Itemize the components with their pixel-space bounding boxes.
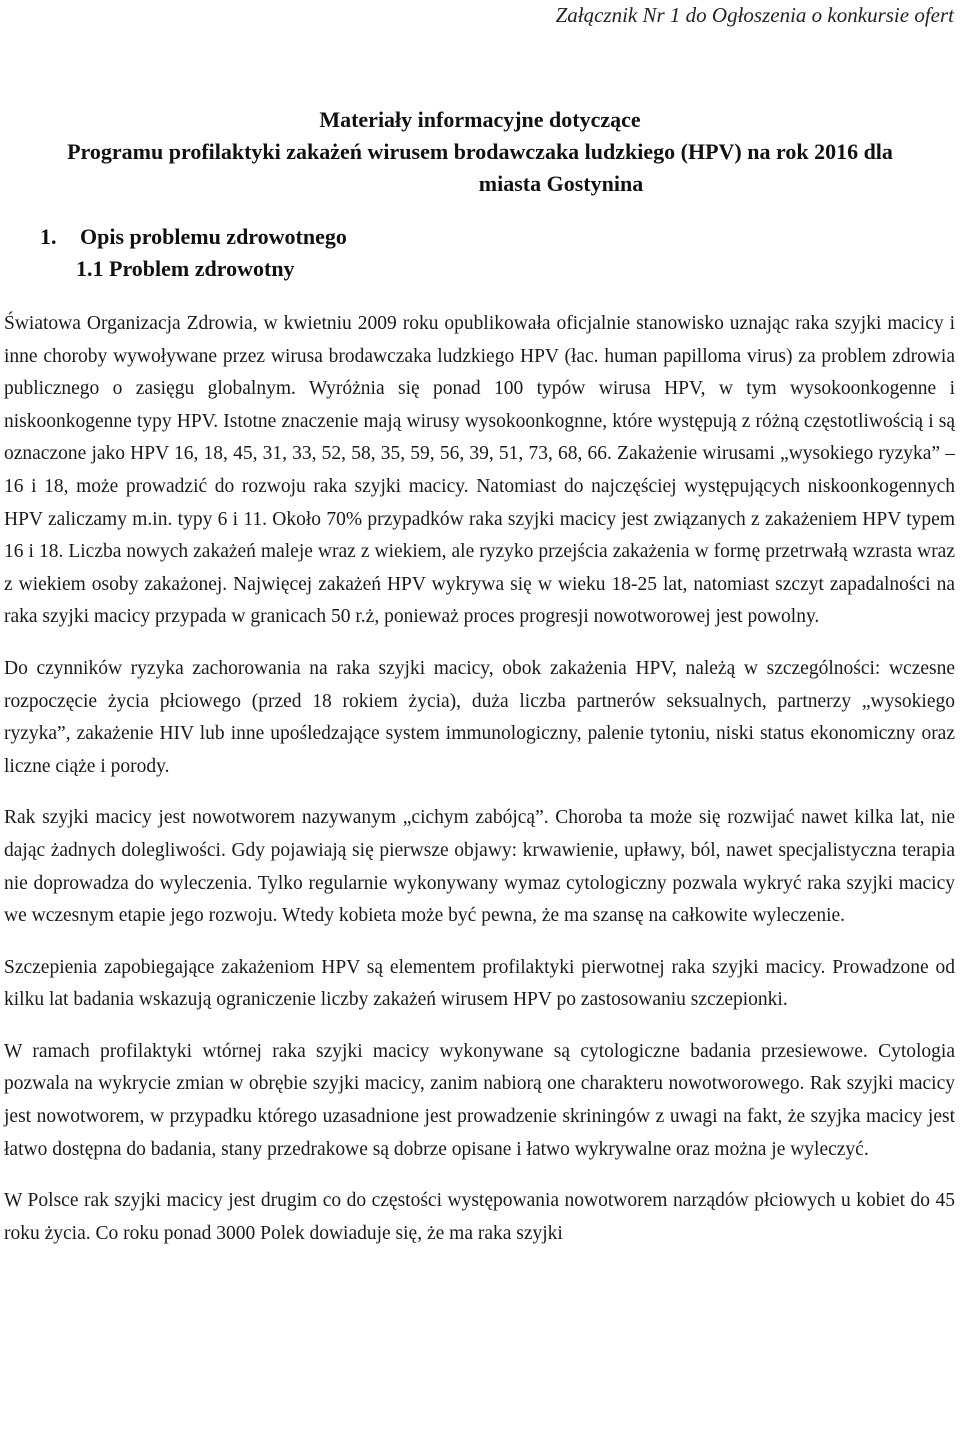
paragraph-secondary-prevention: W ramach profilaktyki wtórnej raka szyjki macicy wykonywane są cytologiczne badania przesiewowe. Cytologia pozwala na wykrycie zmian w obrębie szyjki macicy, zanim nabiorą one charakteru nowotworowego. Rak szyjki macicy jest nowotworem, w przypadku którego uzasadnione jest prowadzenie skriningów z uwagi na fakt, że szyjka macicy jest łatwo dostępna do badania, stany przedrakowe są dobrze opisane i łatwo wykrywalne oraz można je wyleczyć. [4, 1040, 955, 1160]
annex-header: Załącznik Nr 1 do Ogłoszenia o konkursie ofert [555, 3, 954, 27]
section-number: 1. [40, 224, 57, 249]
paragraph-who-statement: Światowa Organizacja Zdrowia, w kwietniu 2009 roku opublikowała oficjalnie stanowisko uznając raka szyjki macicy i inne choroby wywoływane przez wirusa brodawczaka ludzkiego HPV (łac. human papilloma virus) za problem zdrowia publicznego o zasięgu globalnym. Wyróżnia się ponad 100 typów wirusa HPV, w tym wysokoonkogenne i niskoonkogenne typy HPV. Istotne znaczenie mają wirusy wysokoonkognne, które występują z różną częstotliwością i są oznaczone jako HPV 16, 18, 45, 31, 33, 52, 58, 35, 59, 56, 39, 51, 73, 68, 66. Zakażenie wirusami „wysokiego ryzyka” – 16 i 18, może prowadzić do rozwoju raka szyjki macicy. Natomiast do najczęściej występujących niskoonkogennych HPV zaliczamy m.in. typy 6 i 11. Około 70% przypadków raka szyjki macicy jest związanych z zakażeniem HPV typem 16 i 18. Liczba nowych zakażeń maleje wraz z wiekiem, ale ryzyko przejścia zakażenia w formę przetrwałą wzrasta wraz z wiekiem osoby zakażonej. Najwięcej zakażeń HPV wykrywa się w wieku 18-25 lat, natomiast szczyt zapadalności na raka szyjki macicy przypada w granicach 50 r.ż, ponieważ proces progresji nowotworowej jest powolny. [4, 313, 955, 628]
section-heading [40, 222, 347, 252]
section-title: Opis problemu zdrowotnego [80, 224, 347, 249]
title-line-2: Programu profilaktyki zakażeń wirusem brodawczaka ludzkiego (HPV) na rok 2016 dla [67, 139, 893, 164]
paragraph-vaccination: Szczepienia zapobiegające zakażeniom HPV są elementem profilaktyki pierwotnej raka szyjki macicy. Prowadzone od kilku lat badania wskazują ograniczenie liczby zakażeń wirusem HPV po zastosowaniu szczepionki. [4, 956, 955, 1011]
document-title [0, 104, 960, 200]
title-line-3: miasta Gostynina [478, 171, 644, 196]
paragraph-risk-factors: Do czynników ryzyka zachorowania na raka szyjki macicy, obok zakażenia HPV, należą w szczególności: wczesne rozpoczęcie życia płciowego (przed 18 rokiem życia), duża liczba partnerów seksualnych, partnerzy „wysokiego ryzyka”, zakażenie HIV lub inne upośledzające system immunologiczny, palenie tytoniu, niski status ekonomiczny oraz liczne ciąże i porody. [4, 657, 955, 777]
subsection-heading: 1.1 Problem zdrowotny [76, 256, 295, 281]
paragraph-silent-killer: Rak szyjki macicy jest nowotworem nazywanym „cichym zabójcą”. Choroba ta może się rozwijać nawet kilka lat, nie dając żadnych dolegliwości. Gdy pojawiają się pierwsze objawy: krwawienie, upławy, ból, nawet specjalistyczna terapia nie doprowadza do wyleczenia. Tylko regularnie wykonywany wymaz cytologiczny pozwala wykryć raka szyjki macicy we wczesnym etapie jego rozwoju. Wtedy kobieta może być pewna, że ma szansę na całkowite wyleczenie. [4, 807, 955, 927]
document-body [4, 308, 955, 1269]
paragraph-poland-statistics: W Polsce rak szyjki macicy jest drugim co do częstości występowania nowotworem narządów płciowych u kobiet do 45 roku życia. Co roku ponad 3000 Polek dowiaduje się, że ma raka szyjki [4, 1190, 955, 1244]
title-line-1: Materiały informacyjne dotyczące [319, 107, 641, 132]
